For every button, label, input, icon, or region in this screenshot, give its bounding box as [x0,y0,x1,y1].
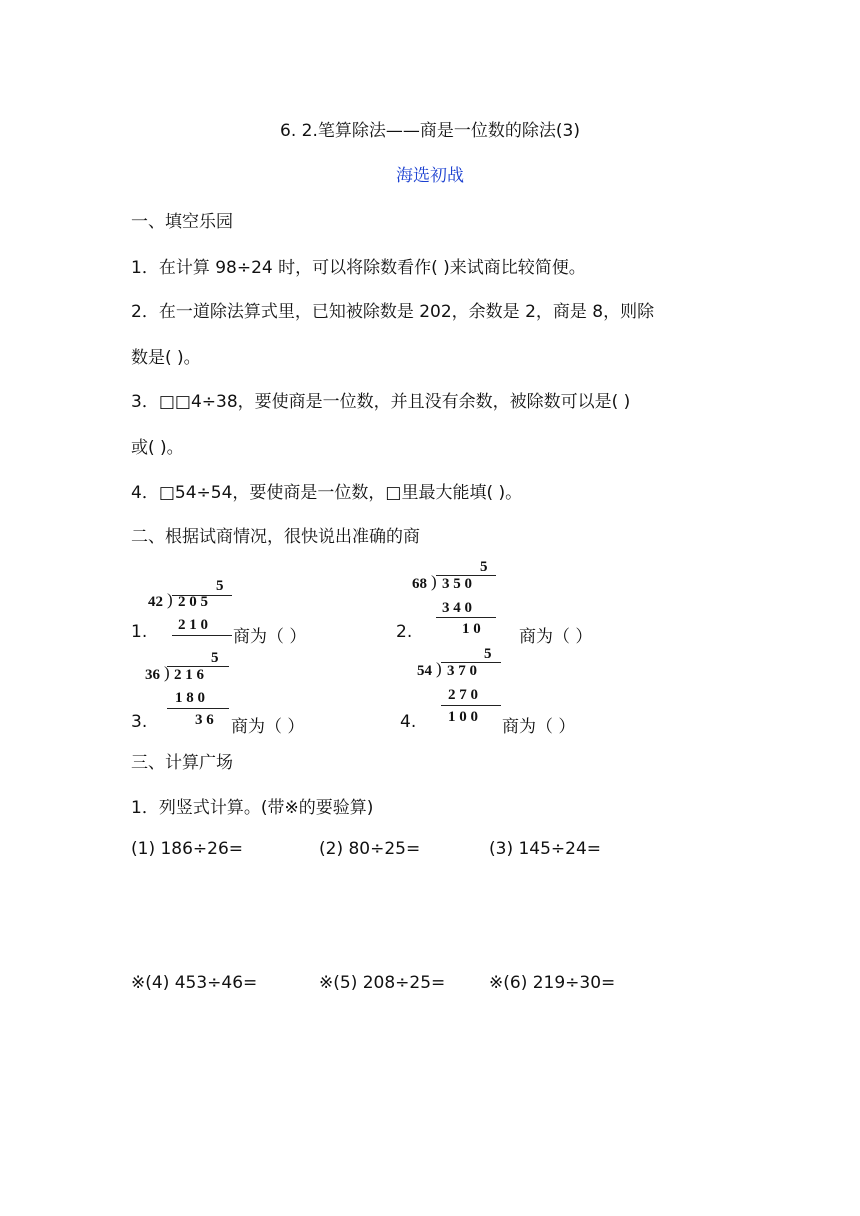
calc-problem-4: ※(4) 453÷46= [131,973,258,993]
dividend: 2 1 6 [174,667,204,683]
calc-problem-2: (2) 80÷25= [319,839,421,859]
product: 1 8 0 [175,690,205,706]
subtraction-line [436,617,496,618]
question-1-3-line2: 或( )。 [131,438,184,458]
remainder: 3 6 [195,712,214,728]
subtraction-line [441,705,501,706]
quotient: 5 [211,650,219,666]
dividend: 3 5 0 [442,576,472,592]
calc-problem-5: ※(5) 208÷25= [319,973,446,993]
question-1-4: 4．□54÷54，要使商是一位数，□里最大能填( )。 [131,483,523,503]
divisor: 42 [148,594,163,610]
calc-problem-6: ※(6) 219÷30= [489,973,616,993]
question-1-2-line1: 2．在一道除法算式里，已知被除数是 202，余数是 2，商是 8，则除 [131,302,655,322]
division-bracket: ) [164,663,170,682]
subtraction-line [167,708,229,709]
quotient: 5 [480,559,488,575]
item-number: 1. [131,622,148,642]
page-subtitle: 海选初战 [396,166,464,186]
section2-heading: 二、根据试商情况，很快说出准确的商 [131,527,420,547]
dividend: 3 7 0 [447,663,477,679]
answer-blank: 商为（ ） [233,627,307,647]
section1-heading: 一、填空乐园 [131,212,233,232]
question-1-1: 1．在计算 98÷24 时，可以将除数看作( )来试商比较简便。 [131,258,586,278]
calc-problem-1: (1) 186÷26= [131,839,244,859]
divisor: 68 [412,576,427,592]
item-number: 4. [400,712,417,732]
division-bracket: ) [431,572,437,591]
page-title: 6. 2.笔算除法——商是一位数的除法(3) [280,121,580,141]
answer-blank: 商为（ ） [502,717,576,737]
quotient: 5 [484,646,492,662]
section3-instruction: 1．列竖式计算。(带※的要验算) [131,798,374,818]
question-1-3-line1: 3．□□4÷38，要使商是一位数，并且没有余数，被除数可以是( ) [131,392,631,412]
question-1-2-line2: 数是( )。 [131,348,201,368]
product: 2 7 0 [448,687,478,703]
subtraction-line [172,635,232,636]
item-number: 3. [131,712,148,732]
division-bracket: ) [436,659,442,678]
section3-heading: 三、计算广场 [131,753,233,773]
calc-problem-3: (3) 145÷24= [489,839,602,859]
product: 2 1 0 [178,617,208,633]
quotient: 5 [216,578,224,594]
dividend: 2 0 5 [178,594,208,610]
remainder: 1 0 0 [448,709,478,725]
item-number: 2. [396,622,413,642]
product: 3 4 0 [442,600,472,616]
answer-blank: 商为（ ） [231,717,305,737]
division-bracket: ) [167,590,173,609]
divisor: 54 [417,663,432,679]
divisor: 36 [145,667,160,683]
answer-blank: 商为（ ） [519,627,593,647]
remainder: 1 0 [462,621,481,637]
